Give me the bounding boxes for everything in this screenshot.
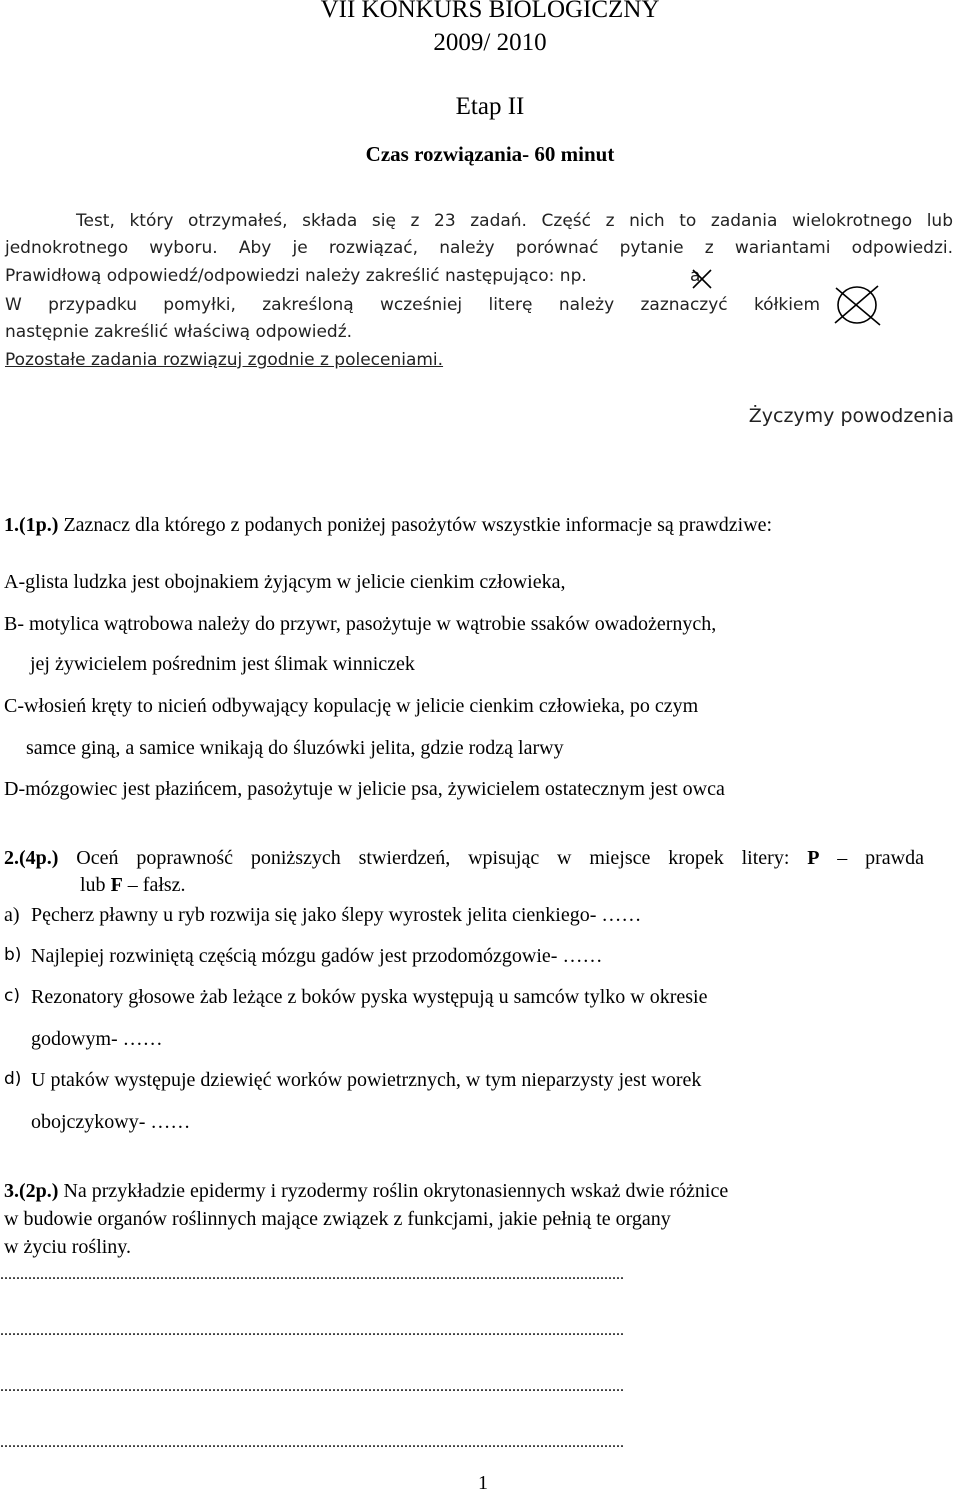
question-2-item-d-text-line-2: obojczykowy- …… — [31, 1111, 191, 1133]
question-2-number: 2.(4p.) — [4, 847, 59, 869]
question-1-option-c-line-2: samce giną, a samice wnikają do śluzówki jelita, gdzie rodzą larwy — [26, 737, 564, 759]
stage-title: Etap II — [455, 93, 525, 120]
answer-line-2[interactable]: ............................................................................................................................................................ — [0, 1322, 624, 1339]
intro-line-5: następnie zakreślić właściwą odpowiedź. — [5, 322, 353, 342]
question-1-option-c-line-1: C-włosień kręty to nicień odbywający kopulację w jelicie cienkim człowieka, po czym — [4, 695, 699, 717]
question-2-item-d-text-line-1: U ptaków występuje dziewięć worków powietrznych, w tym nieparzysty jest worek — [31, 1069, 702, 1091]
question-2-item-a-text: Pęcherz pławny u ryb rozwija się jako ślepy wyrostek jelita cienkiego- …… — [31, 904, 642, 926]
question-1-option-b-line-2: jej żywicielem pośrednim jest ślimak winniczek — [30, 653, 415, 675]
question-2-item-a: a) — [4, 904, 20, 926]
question-3-number: 3.(2p.) — [4, 1180, 59, 1202]
question-1-option-a: A-glista ludzka jest obojnakiem żyjącym w jelicie cienkim człowieka, — [4, 571, 566, 593]
question-2-item-d: d) — [4, 1069, 22, 1089]
circled-cross-icon — [830, 283, 884, 327]
question-2-item-b-text: Najlepiej rozwiniętą częścią mózgu gadów jest przodomózgowie- …… — [31, 945, 603, 967]
question-1-prompt: 1.(1p.) Zaznacz dla którego z podanych poniżej pasożytów wszystkie informacje są prawdziwe: — [4, 514, 773, 536]
answer-line-3[interactable]: ............................................................................................................................................................ — [0, 1378, 624, 1395]
question-2-item-c: c) — [4, 986, 20, 1006]
intro-line-4: W przypadku pomyłki, zakreśloną wcześniej literę należy zaznaczyć kółkiem — [5, 295, 820, 315]
question-2-item-c-text-line-2: godowym- …… — [31, 1028, 163, 1050]
good-luck-wish: Życzymy powodzenia — [748, 405, 954, 427]
contest-title: VII KONKURS BIOLOGICZNY — [320, 0, 660, 23]
contest-year: 2009/ 2010 — [433, 29, 547, 56]
question-3-prompt-line-2: w budowie organów roślinnych mające związek z funkcjami, jakie pełnią te organy — [4, 1208, 671, 1230]
intro-line-1: Test, który otrzymałeś, składa się z 23 zadań. Część z nich to zadania wielokrotnego lub — [76, 211, 953, 231]
page-number: 1 — [478, 1472, 488, 1494]
answer-line-1[interactable]: ............................................................................................................................................................ — [0, 1266, 624, 1283]
question-2-item-b: b) — [4, 945, 22, 965]
question-2-prompt-line-2: lub F – fałsz. — [80, 874, 186, 896]
question-2-prompt-line-1: 2.(4p.) Oceń poprawność poniższych stwierdzeń, wpisując w miejsce kropek litery: P – prawda — [4, 847, 924, 869]
question-3-prompt-line-1: 3.(2p.) Na przykładzie epidermy i ryzodermy roślin okrytonasiennych wskaż dwie różnice — [4, 1180, 729, 1202]
question-1-option-d: D-mózgowiec jest płazińcem, pasożytuje w jelicie psa, żywicielem ostatecznym jest owca — [4, 778, 725, 800]
question-2-item-c-text-line-1: Rezonatory głosowe żab leżące z boków pyska występują u samców tylko w okresie — [31, 986, 708, 1008]
question-3-prompt-line-3: w życiu rośliny. — [4, 1236, 132, 1258]
question-1-number: 1.(1p.) — [4, 514, 59, 536]
time-limit: Czas rozwiązania- 60 minut — [365, 142, 615, 166]
answer-line-4[interactable]: ............................................................................................................................................................ — [0, 1434, 624, 1451]
crossed-letter-example-icon: a — [690, 266, 714, 290]
intro-line-2: jednokrotnego wyboru. Aby je rozwiązać, należy porównać pytanie z wariantami odpowiedzi. — [5, 238, 953, 258]
intro-line-3: Prawidłową odpowiedź/odpowiedzi należy zakreślić następująco: np. — [5, 266, 587, 286]
intro-line-6: Pozostałe zadania rozwiązuj zgodnie z poleceniami. — [5, 350, 444, 370]
question-1-option-b-line-1: B- motylica wątrobowa należy do przywr, pasożytuje w wątrobie ssaków owadożernych, — [4, 613, 717, 635]
